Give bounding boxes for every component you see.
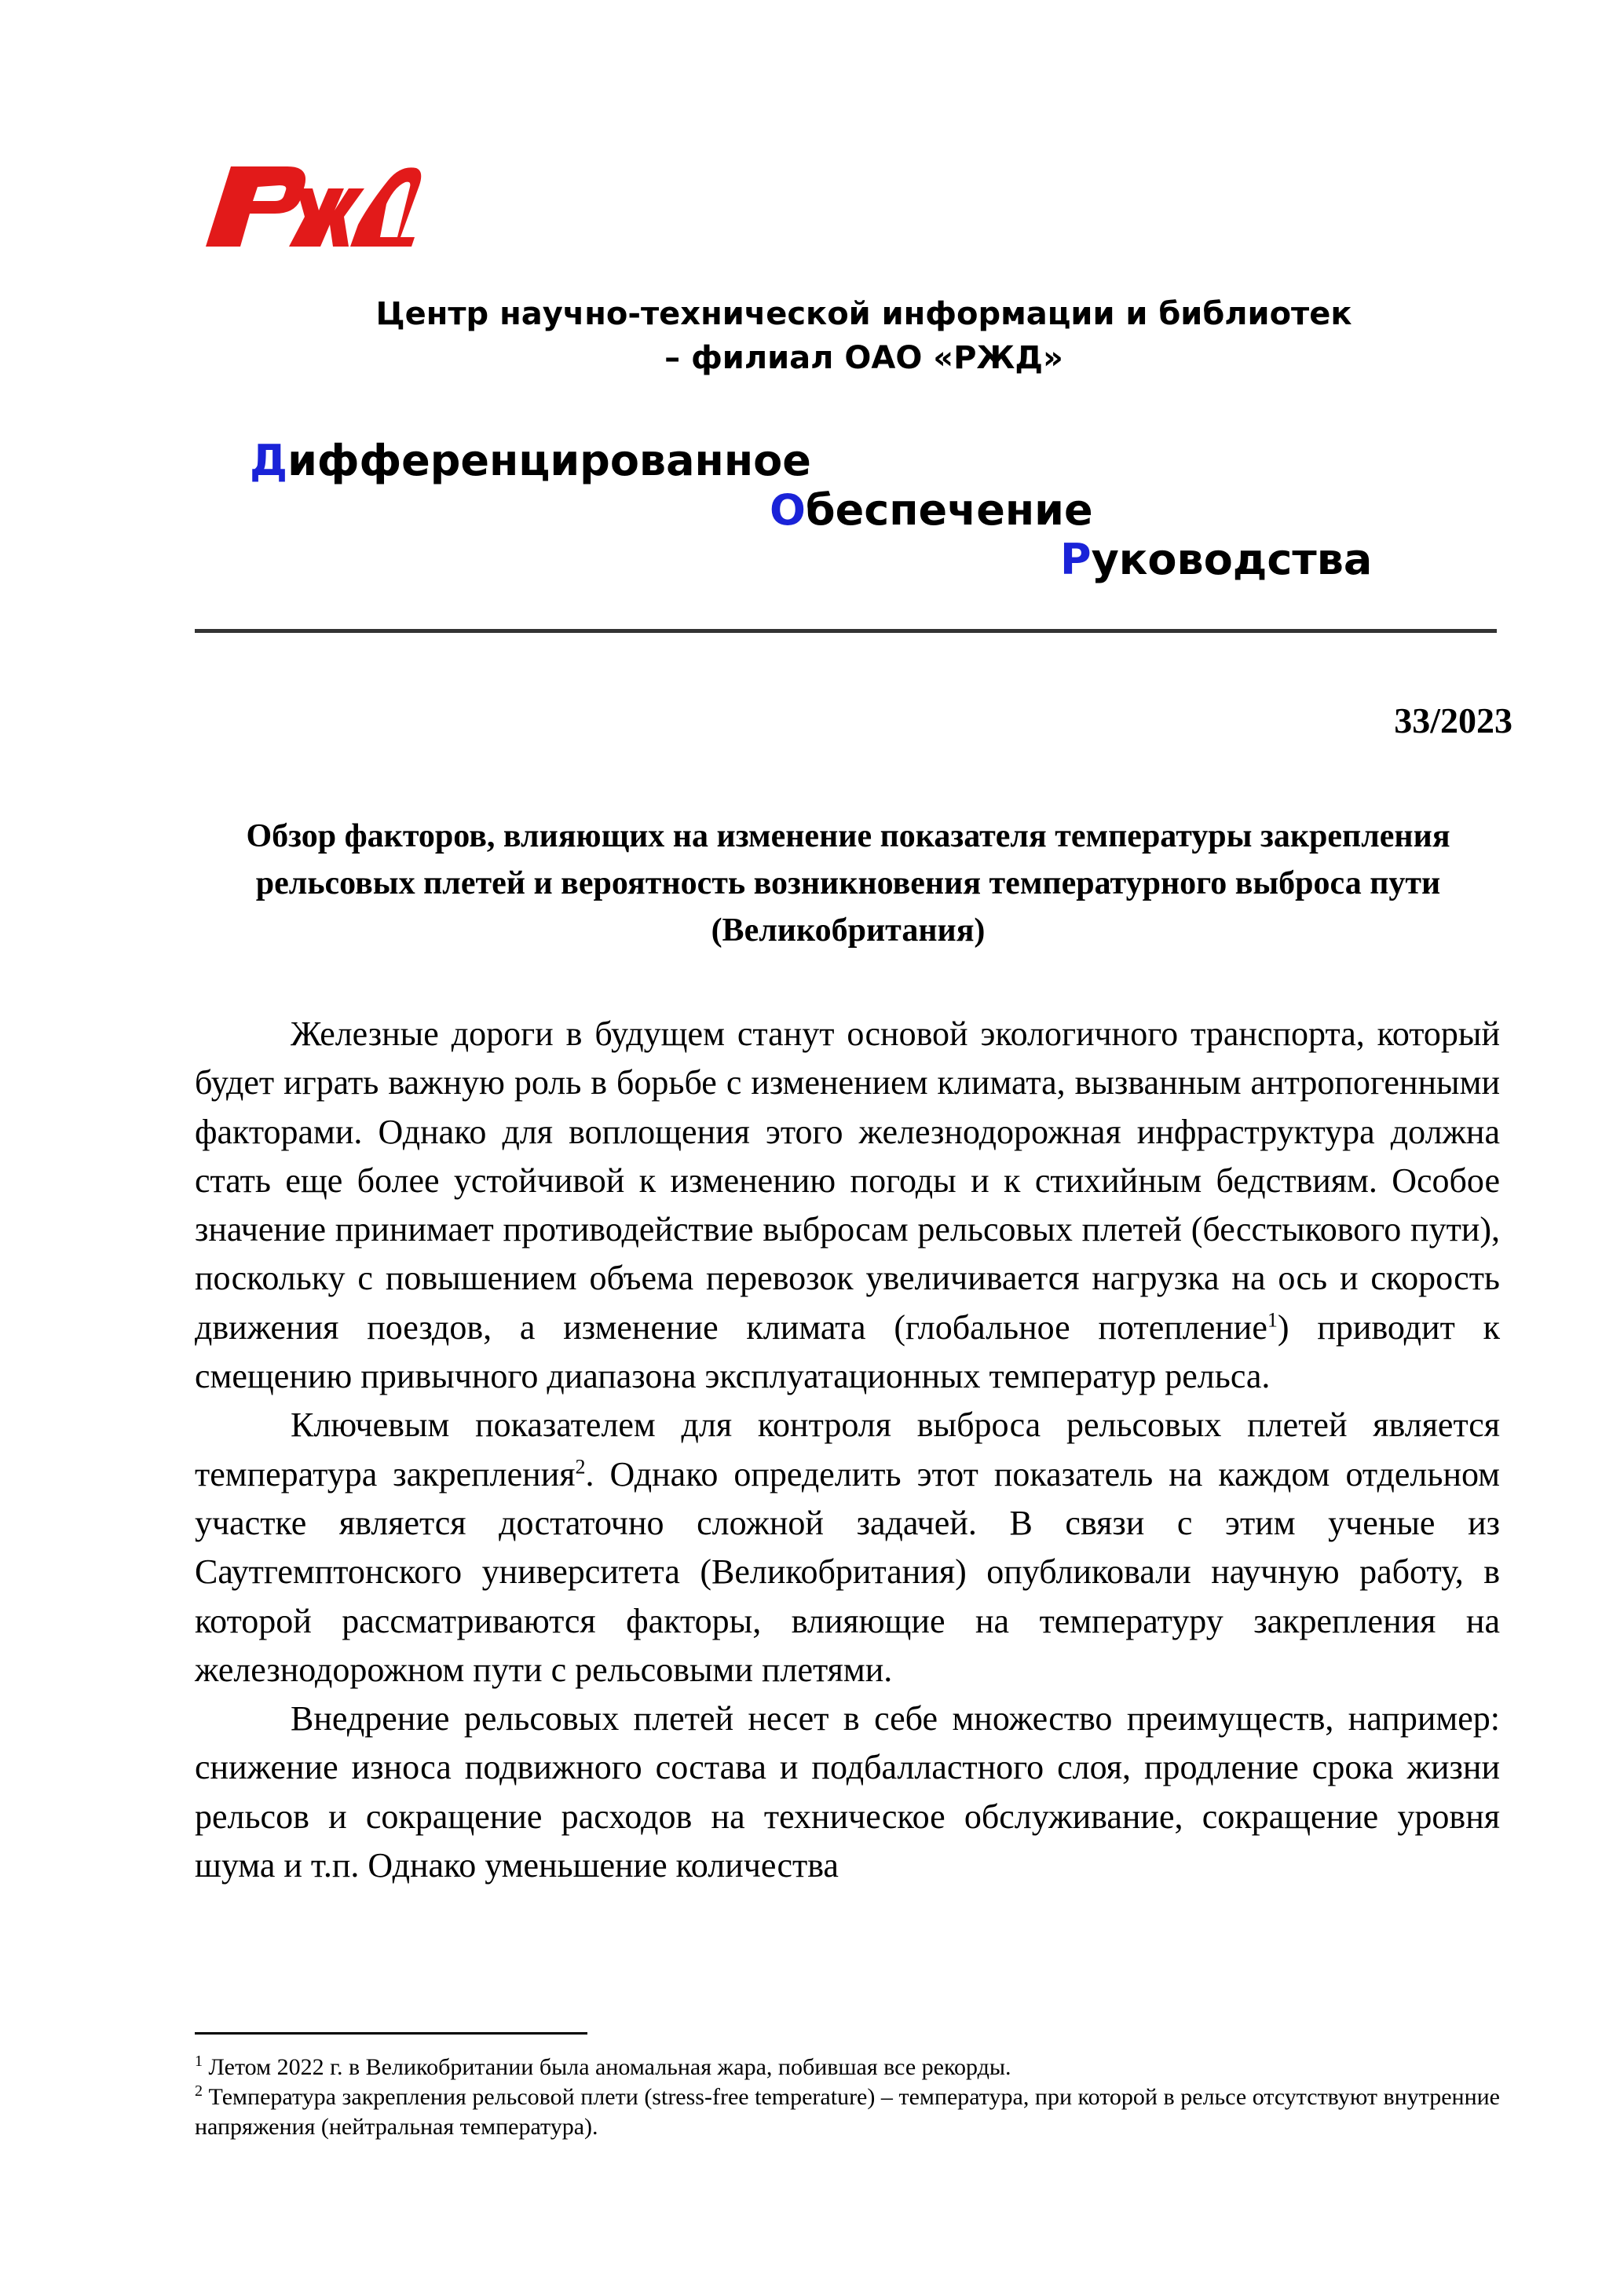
issue-number: 33/2023 [1394, 700, 1512, 740]
paragraph-2 [195, 1401, 1500, 1695]
paragraph-3: Внедрение рельсовых плетей несет в себе множество преимуществ, например: снижение износа подвижного состава и подбалластного слоя, продление срока жизни рельсов и сокращение расходов на техническое обслуживание, сокращение уровня шума и т.п. Однако уменьшение количества [195, 1699, 1500, 1885]
footnote-1 [195, 2053, 1500, 2082]
footnote-ref-1[interactable]: 1 [1267, 1308, 1278, 1332]
footnote-divider [195, 2032, 587, 2035]
org-line-1: Центр научно-технической информации и библиотек [375, 296, 1352, 332]
header-divider [195, 629, 1497, 633]
series-initial-r: Р [1060, 535, 1092, 584]
document-title: Обзор факторов, влияющих на изменение показателя температуры закрепления рельсовых плетей и вероятность возникновения температурного выброса пути (Великобритания) [246, 818, 1450, 949]
rzd-logo [195, 149, 422, 251]
series-word-3: уководства [1091, 535, 1373, 584]
series-title-line-1 [250, 436, 811, 486]
footnote-1-text: Летом 2022 г. в Великобритании была аномальная жара, побившая все рекорды. [203, 2054, 1011, 2080]
series-title-line-3 [1060, 535, 1372, 585]
document-body [195, 1010, 1500, 1890]
series-initial-o: О [770, 485, 806, 535]
footnotes [195, 2053, 1500, 2142]
series-word-1: ифференцированное [287, 436, 811, 485]
footnote-2 [195, 2082, 1500, 2142]
footnote-2-text: Температура закрепления рельсовой плети (stress-free temperature) – температура, при которой в рельсе отсутствуют внутренние напряжения (нейтральная температура). [195, 2084, 1500, 2140]
footnote-ref-2[interactable]: 2 [575, 1455, 586, 1479]
paragraph-1-text-b: ) приводит к смещению привычного диапазона эксплуатационных температур рельса. [195, 1307, 1500, 1396]
footnote-mark-1: 1 [195, 2053, 203, 2070]
series-title-line-2 [770, 485, 1093, 536]
organization-name [236, 292, 1492, 380]
paragraph-1 [195, 1010, 1500, 1401]
series-initial-d: Д [250, 436, 288, 485]
series-word-2: беспечение [805, 485, 1093, 535]
paragraph-1-text-a: Железные дороги в будущем станут основой экологичного транспорта, который будет играть важную роль в борьбе с изменением климата, вызванным антропогенными факторами. Однако для воплощения этого железнодорожная инфраструктура должна стать еще более устойчивой к изменению погоды и к стихийным бедствиям. Особое значение принимает противодействие выбросам рельсовых плетей (бесстыкового пути), поскольку с повышением объема перевозок увеличивается нагрузка на ось и скорость движения поездов, а изменение климата (глобальное потепление [195, 1015, 1500, 1347]
paragraph-2-text-b: . Однако определить этот показатель на каждом отдельном участке является достаточно сложной задачей. В связи с этим ученые из Саутгемптонского университета (Великобритания) опубликовали научную работу, в которой рассматриваются факторы, влияющие на температуру закрепления на железнодорожном пути с рельсовыми плетями. [195, 1454, 1501, 1689]
footnote-mark-2: 2 [195, 2082, 203, 2100]
org-line-2: – филиал ОАО «РЖД» [664, 340, 1063, 376]
paragraph-2-text-a: Ключевым показателем для контроля выброса рельсовых плетей является температура закрепления [195, 1406, 1500, 1493]
